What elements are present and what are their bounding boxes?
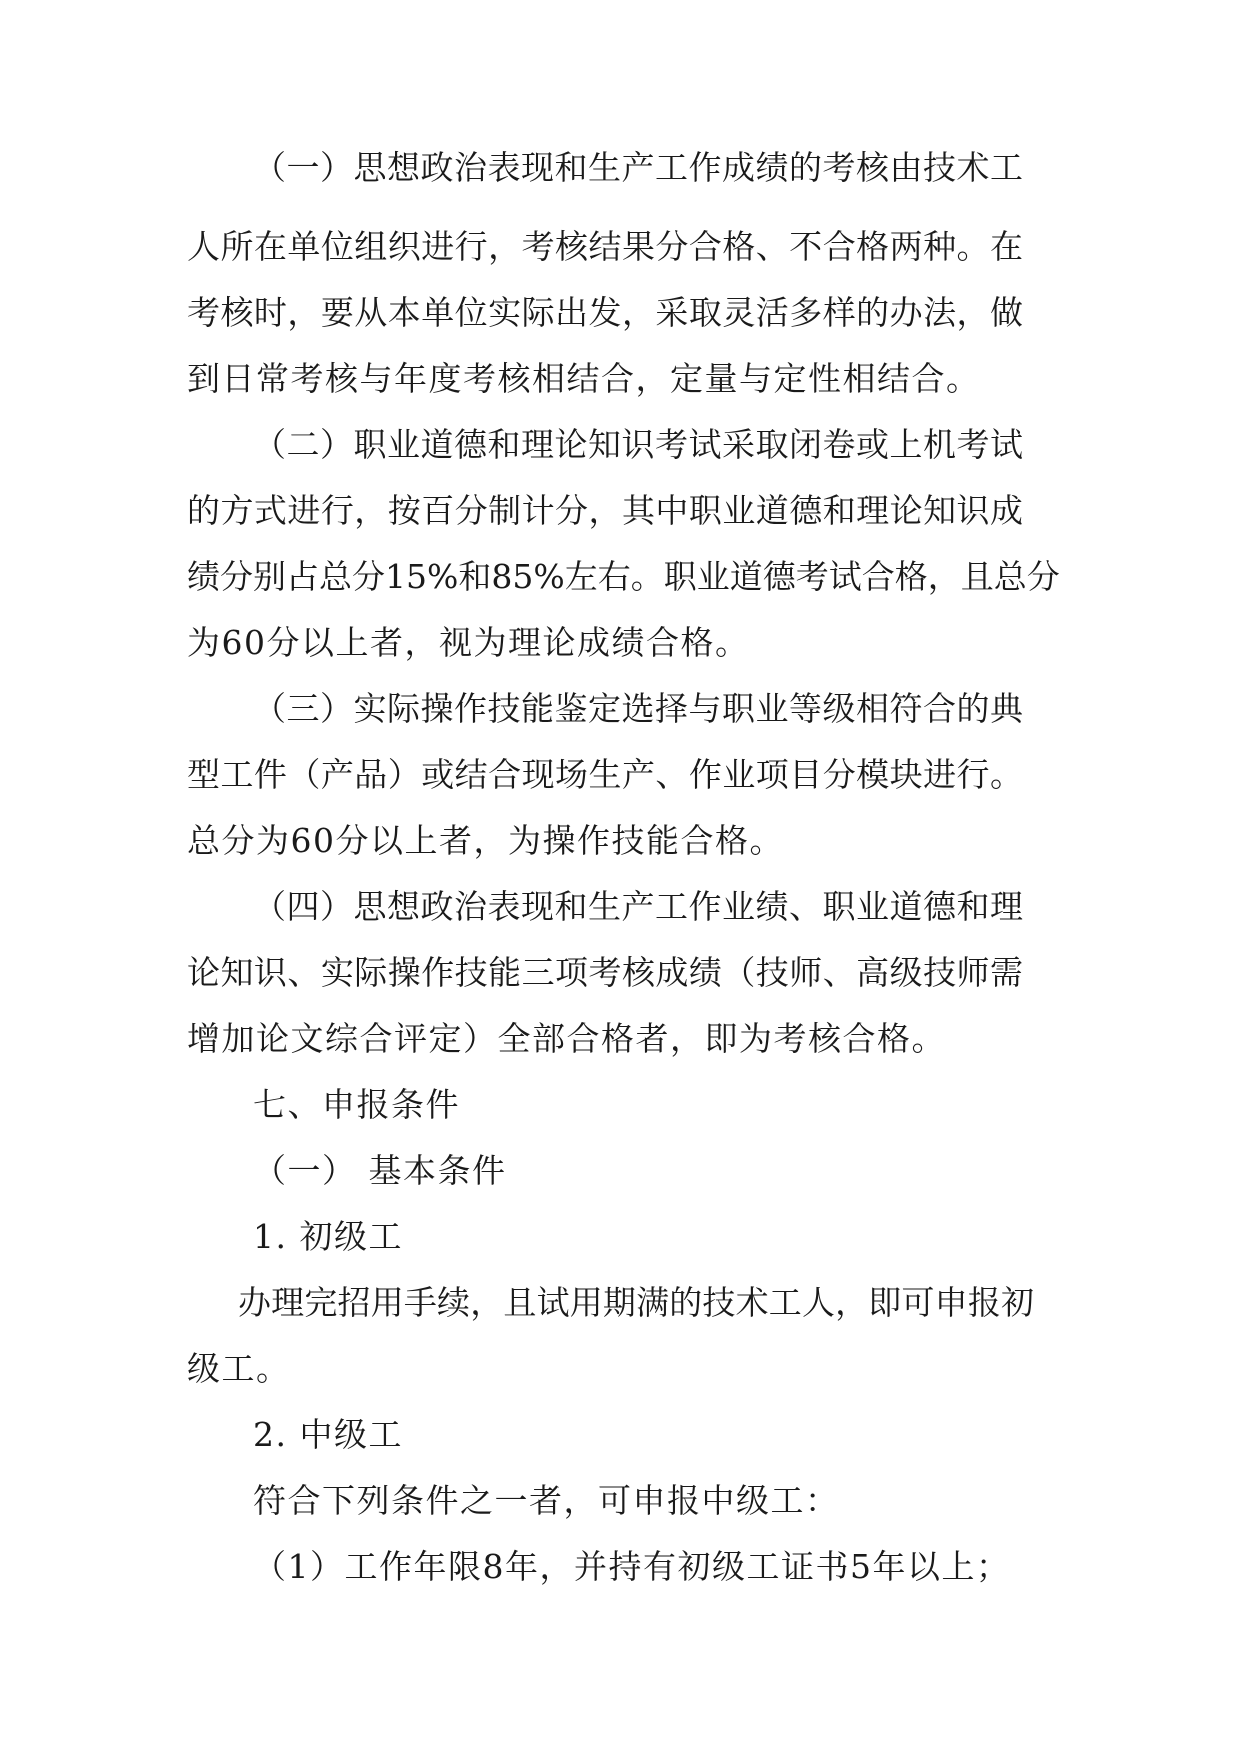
paragraph-4-line-1: （四）思想政治表现和生产工作业绩、职业道德和理 <box>253 887 1023 926</box>
section-heading: 七、申报条件 <box>253 1085 460 1124</box>
subsection-heading: （一） 基本条件 <box>253 1151 507 1190</box>
paragraph-1-line-4: 到日常考核与年度考核相结合，定量与定性相结合。 <box>187 359 981 398</box>
list-item-1: （1）工作年限8年，并持有初级工证书5年以上； <box>253 1547 1011 1586</box>
paragraph-3-line-3: 总分为60分以上者，为操作技能合格。 <box>187 821 784 860</box>
paragraph-6-line-1: 符合下列条件之一者，可申报中级工： <box>253 1481 840 1520</box>
paragraph-1-line-3: 考核时，要从本单位实际出发，采取灵活多样的办法，做 <box>187 293 1023 332</box>
paragraph-2-line-4: 为60分以上者，视为理论成绩合格。 <box>187 623 750 662</box>
item-heading-1: 1. 初级工 <box>253 1217 403 1256</box>
paragraph-3-line-2: 型工件（产品）或结合现场生产、作业项目分模块进行。 <box>187 755 1023 794</box>
paragraph-2-line-2: 的方式进行，按百分制计分，其中职业道德和理论知识成 <box>187 491 1023 530</box>
paragraph-3-line-1: （三）实际操作技能鉴定选择与职业等级相符合的典 <box>253 689 1023 728</box>
paragraph-5-line-1: 办理完招用手续，且试用期满的技术工人，即可申报初 <box>238 1283 1034 1322</box>
paragraph-2-line-3: 绩分别占总分15%和85%左右。职业道德考试合格，且总分 <box>187 557 1060 596</box>
paragraph-4-line-3: 增加论文综合评定）全部合格者，即为考核合格。 <box>187 1019 946 1058</box>
paragraph-1-line-1: （一）思想政治表现和生产工作成绩的考核由技术工 <box>253 148 1023 187</box>
paragraph-1-line-2: 人所在单位组织进行，考核结果分合格、不合格两种。在 <box>187 227 1023 266</box>
paragraph-4-line-2: 论知识、实际操作技能三项考核成绩（技师、高级技师需 <box>187 953 1023 992</box>
paragraph-2-line-1: （二）职业道德和理论知识考试采取闭卷或上机考试 <box>253 425 1023 464</box>
item-heading-2: 2. 中级工 <box>253 1415 403 1454</box>
paragraph-5-line-2: 级工。 <box>187 1349 291 1388</box>
